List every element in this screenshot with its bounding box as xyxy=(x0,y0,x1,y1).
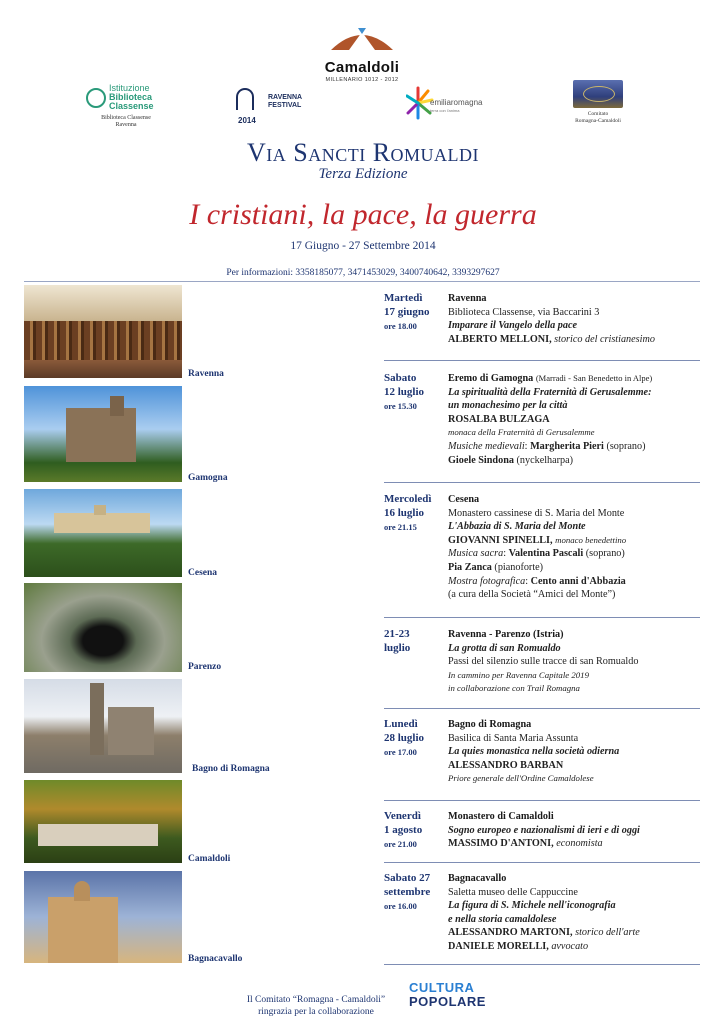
event-music-label: Musiche medievali xyxy=(448,440,525,452)
event-venue: Monastero cassinese di S. Maria del Monte xyxy=(448,507,625,519)
biblioteca-line1: Istituzione xyxy=(109,83,150,93)
event-parenzo xyxy=(384,628,700,700)
event-music-label: Musica sacra xyxy=(448,548,504,560)
event-speaker-role: Priore generale dell'Ordine Camaldolese xyxy=(448,773,594,784)
event-place: Bagno di Romagna xyxy=(448,719,532,730)
edition-subtitle: Terza Edizione xyxy=(318,166,408,182)
event-time: ore 21.00 xyxy=(384,839,417,849)
photo-label-bagno: Bagno di Romagna xyxy=(192,764,270,774)
cultura-popolare-line2: POPOLARE xyxy=(409,994,486,1009)
event-cesena: Mercoledì 16 luglio ore 21.15 Cesena Monastero cassinese di S. Maria del Monte L'Abbazia di S. Maria del Monte GIOVANNI SPINELLI, monaco benedettino Musica sacra: Valentina Pascali (soprano) Pia Zanca (pianoforte) Mostra fotografica: Cento anni d'Abbazia (a cura della Società “Amici del Monte”) xyxy=(384,493,700,611)
event-divider xyxy=(384,482,700,483)
event-divider xyxy=(384,862,700,863)
event-dates: 17 Giugno - 27 Settembre 2014 xyxy=(290,240,436,252)
camaldoli-logo-name: Camaldoli xyxy=(324,59,400,76)
event-date: 12 luglio xyxy=(384,385,425,398)
event-talk-line1: La figura di S. Michele nell'iconografia xyxy=(448,900,616,912)
cave-photo xyxy=(24,583,182,672)
event-date: 16 luglio xyxy=(384,506,425,519)
event-place: Eremo di Gamogna xyxy=(448,373,534,384)
event-day: 21-23 xyxy=(384,628,410,640)
church-facade-photo xyxy=(24,871,182,963)
event-musician1: Margherita Pieri xyxy=(530,440,604,452)
footer-thanks-line1: Il Comitato “Romagna - Camaldoli” xyxy=(246,995,386,1005)
event-divider xyxy=(384,800,700,801)
event-date: luglio xyxy=(384,641,411,654)
church-photo xyxy=(24,386,182,482)
photo-label-parenzo: Parenzo xyxy=(188,662,222,672)
event-bagno xyxy=(384,718,700,794)
info-phones: Per informazioni: 3358185077, 3471453029, 3400740642, 3393297627 xyxy=(226,268,500,278)
photo-label-bagnacavallo: Bagnacavallo xyxy=(188,954,243,964)
event-talk: Sogno europeo e nazionalismi di ieri e di oggi xyxy=(448,824,640,836)
photo-label-gamogna: Gamogna xyxy=(188,473,228,483)
event-day: Sabato 27 xyxy=(384,872,431,884)
comitato-logo xyxy=(570,80,626,125)
cultura-popolare-line1: CULTURA xyxy=(409,980,475,995)
event-musician2: Gioele Sindona xyxy=(448,454,514,466)
footer-thanks xyxy=(226,994,406,1018)
ravenna-festival-line1: RAVENNA xyxy=(268,94,303,101)
event-talk: L'Abbazia di S. Maria del Monte xyxy=(448,521,586,533)
event-speaker2-role: avvocato xyxy=(551,940,589,952)
event-day: Martedì xyxy=(384,292,423,304)
event-talk-line1: La spiritualità della Fraternità di Gerusalemme: xyxy=(448,386,652,398)
arch-icon xyxy=(236,88,254,110)
event-speaker-role: storico del cristianesimo xyxy=(554,333,655,345)
event-venue: Passi del silenzio sulle tracce di san Romualdo xyxy=(448,656,639,668)
photo-label-cesena: Cesena xyxy=(188,568,218,578)
event-talk: Imparare il Vangelo della pace xyxy=(448,320,578,332)
event-divider xyxy=(384,617,700,618)
event-day: Mercoledì xyxy=(384,493,432,505)
event-time: ore 18.00 xyxy=(384,321,417,331)
event-place: Monastero di Camaldoli xyxy=(448,811,554,822)
footer-thanks-line2: ringrazia per la collaborazione xyxy=(258,1007,374,1017)
emiliaromagna-name: emiliaromagna xyxy=(430,98,483,107)
event-musician1-role: (soprano) xyxy=(606,440,646,452)
event-ravenna xyxy=(384,292,700,354)
event-speaker2: DANIELE MORELLI, xyxy=(448,940,549,952)
event-exhibit: Cento anni d'Abbazia xyxy=(530,575,626,587)
event-time: ore 21.15 xyxy=(384,522,417,532)
event-camaldoli xyxy=(384,810,700,860)
event-musician2-role: (pianoforte) xyxy=(494,561,544,573)
event-note2: in collaborazione con Trail Romagna xyxy=(448,683,580,694)
cultura-popolare-logo xyxy=(409,980,486,1019)
comitato-caption2: Romagna-Camaldoli xyxy=(575,118,621,124)
event-day: Sabato xyxy=(384,372,417,384)
event-gamogna: Sabato 12 luglio ore 15.30 Eremo di Gamogna (Marradi - San Benedetto in Alpe) La spiritualità della Fraternità di Gerusalemme: un monachesimo per la città ROSALBA BULZAGA monaca della Fraternità di Gerusalemme Musiche medievali: Margherita Pieri (soprano) Gioele Sindona (nyckelharpa) xyxy=(384,372,700,476)
event-place: Bagnacavallo xyxy=(448,873,507,884)
camaldoli-arc-icon xyxy=(327,26,397,52)
event-date: 28 luglio xyxy=(384,731,425,744)
event-talk: La grotta di san Romualdo xyxy=(448,642,561,654)
event-speaker-role: storico dell'arte xyxy=(575,927,640,939)
header-divider xyxy=(24,281,700,282)
comitato-caption1: Comitato xyxy=(587,111,609,117)
event-talk-line2: e nella storia camaldolese xyxy=(448,913,557,925)
event-talk: La quies monastica nella società odierna xyxy=(448,746,620,758)
event-speaker-role: economista xyxy=(556,838,603,850)
hermitage-photo xyxy=(24,780,182,863)
event-speaker: MASSIMO D'ANTONI, xyxy=(448,838,554,850)
ravenna-festival-line2: FESTIVAL xyxy=(268,102,302,109)
camaldoli-logo-subtitle: MILLENARIO 1012 - 2012 xyxy=(325,77,399,83)
event-place-extra: (Marradi - San Benedetto in Alpe) xyxy=(535,373,653,383)
event-bagnacavallo xyxy=(384,872,700,960)
comitato-emblem-icon xyxy=(573,80,623,108)
biblioteca-circle-icon xyxy=(86,88,106,108)
event-exhibit-note: (a cura della Società “Amici del Monte”) xyxy=(448,589,616,601)
camaldoli-logo xyxy=(316,26,408,83)
biblioteca-line2: Biblioteca xyxy=(109,92,153,102)
event-venue: Basilica di Santa Maria Assunta xyxy=(448,732,579,744)
event-date: settembre xyxy=(384,885,431,898)
biblioteca-line3: Classense xyxy=(109,101,154,111)
event-day: Lunedì xyxy=(384,718,418,730)
event-speaker: ALBERTO MELLONI, xyxy=(448,333,552,345)
ravenna-festival-year: 2014 xyxy=(238,116,256,125)
event-day: Venerdì xyxy=(384,810,421,822)
event-speaker-role: monaca della Fraternità di Gerusalemme xyxy=(448,427,595,438)
biblioteca-caption2: Ravenna xyxy=(115,122,137,128)
monastery-photo xyxy=(24,489,182,577)
event-venue: Saletta museo delle Cappuccine xyxy=(448,886,578,898)
event-note1: In cammino per Ravenna Capitale 2019 xyxy=(448,669,589,680)
biblioteca-logo xyxy=(86,84,166,129)
event-place: Cesena xyxy=(448,494,480,505)
event-musician2: Pia Zanca xyxy=(448,561,492,573)
event-speaker: ROSALBA BULZAGA xyxy=(448,413,550,425)
emiliaromagna-tagline: terra con l'anima xyxy=(430,108,460,113)
event-date: 1 agosto xyxy=(384,823,423,836)
event-speaker: GIOVANNI SPINELLI, xyxy=(448,534,553,546)
event-speaker: ALESSANDRO BARBAN xyxy=(448,759,564,771)
event-place: Ravenna xyxy=(448,293,487,304)
sponsor-logos xyxy=(0,82,726,132)
event-speaker: ALESSANDRO MARTONI, xyxy=(448,927,573,939)
theme-title: I cristiani, la pace, la guerra xyxy=(189,198,537,231)
event-exhibit-label: Mostra fotografica xyxy=(448,575,526,587)
event-divider xyxy=(384,964,700,965)
photo-label-ravenna: Ravenna xyxy=(188,369,224,379)
event-talk-line2: un monachesimo per la città xyxy=(448,400,568,412)
event-musician1: Valentina Pascali xyxy=(508,548,584,560)
event-venue: Biblioteca Classense, via Baccarini 3 xyxy=(448,306,600,318)
event-divider xyxy=(384,708,700,709)
event-time: ore 15.30 xyxy=(384,401,417,411)
event-speaker-role: monaco benedettino xyxy=(555,534,627,545)
event-place: Ravenna - Parenzo (Istria) xyxy=(448,629,564,640)
event-date: 17 giugno xyxy=(384,305,430,318)
event-musician1-role: (soprano) xyxy=(585,548,625,560)
basilica-photo xyxy=(24,679,182,773)
photo-label-camaldoli: Camaldoli xyxy=(188,854,231,864)
event-time: ore 17.00 xyxy=(384,747,417,757)
library-photo xyxy=(24,285,182,378)
page-title: Via Sancti Romualdi xyxy=(246,138,480,167)
event-time: ore 16.00 xyxy=(384,901,417,911)
event-musician2-role: (nyckelharpa) xyxy=(516,454,574,466)
event-divider xyxy=(384,360,700,361)
biblioteca-caption1: Biblioteca Classense xyxy=(101,115,151,121)
